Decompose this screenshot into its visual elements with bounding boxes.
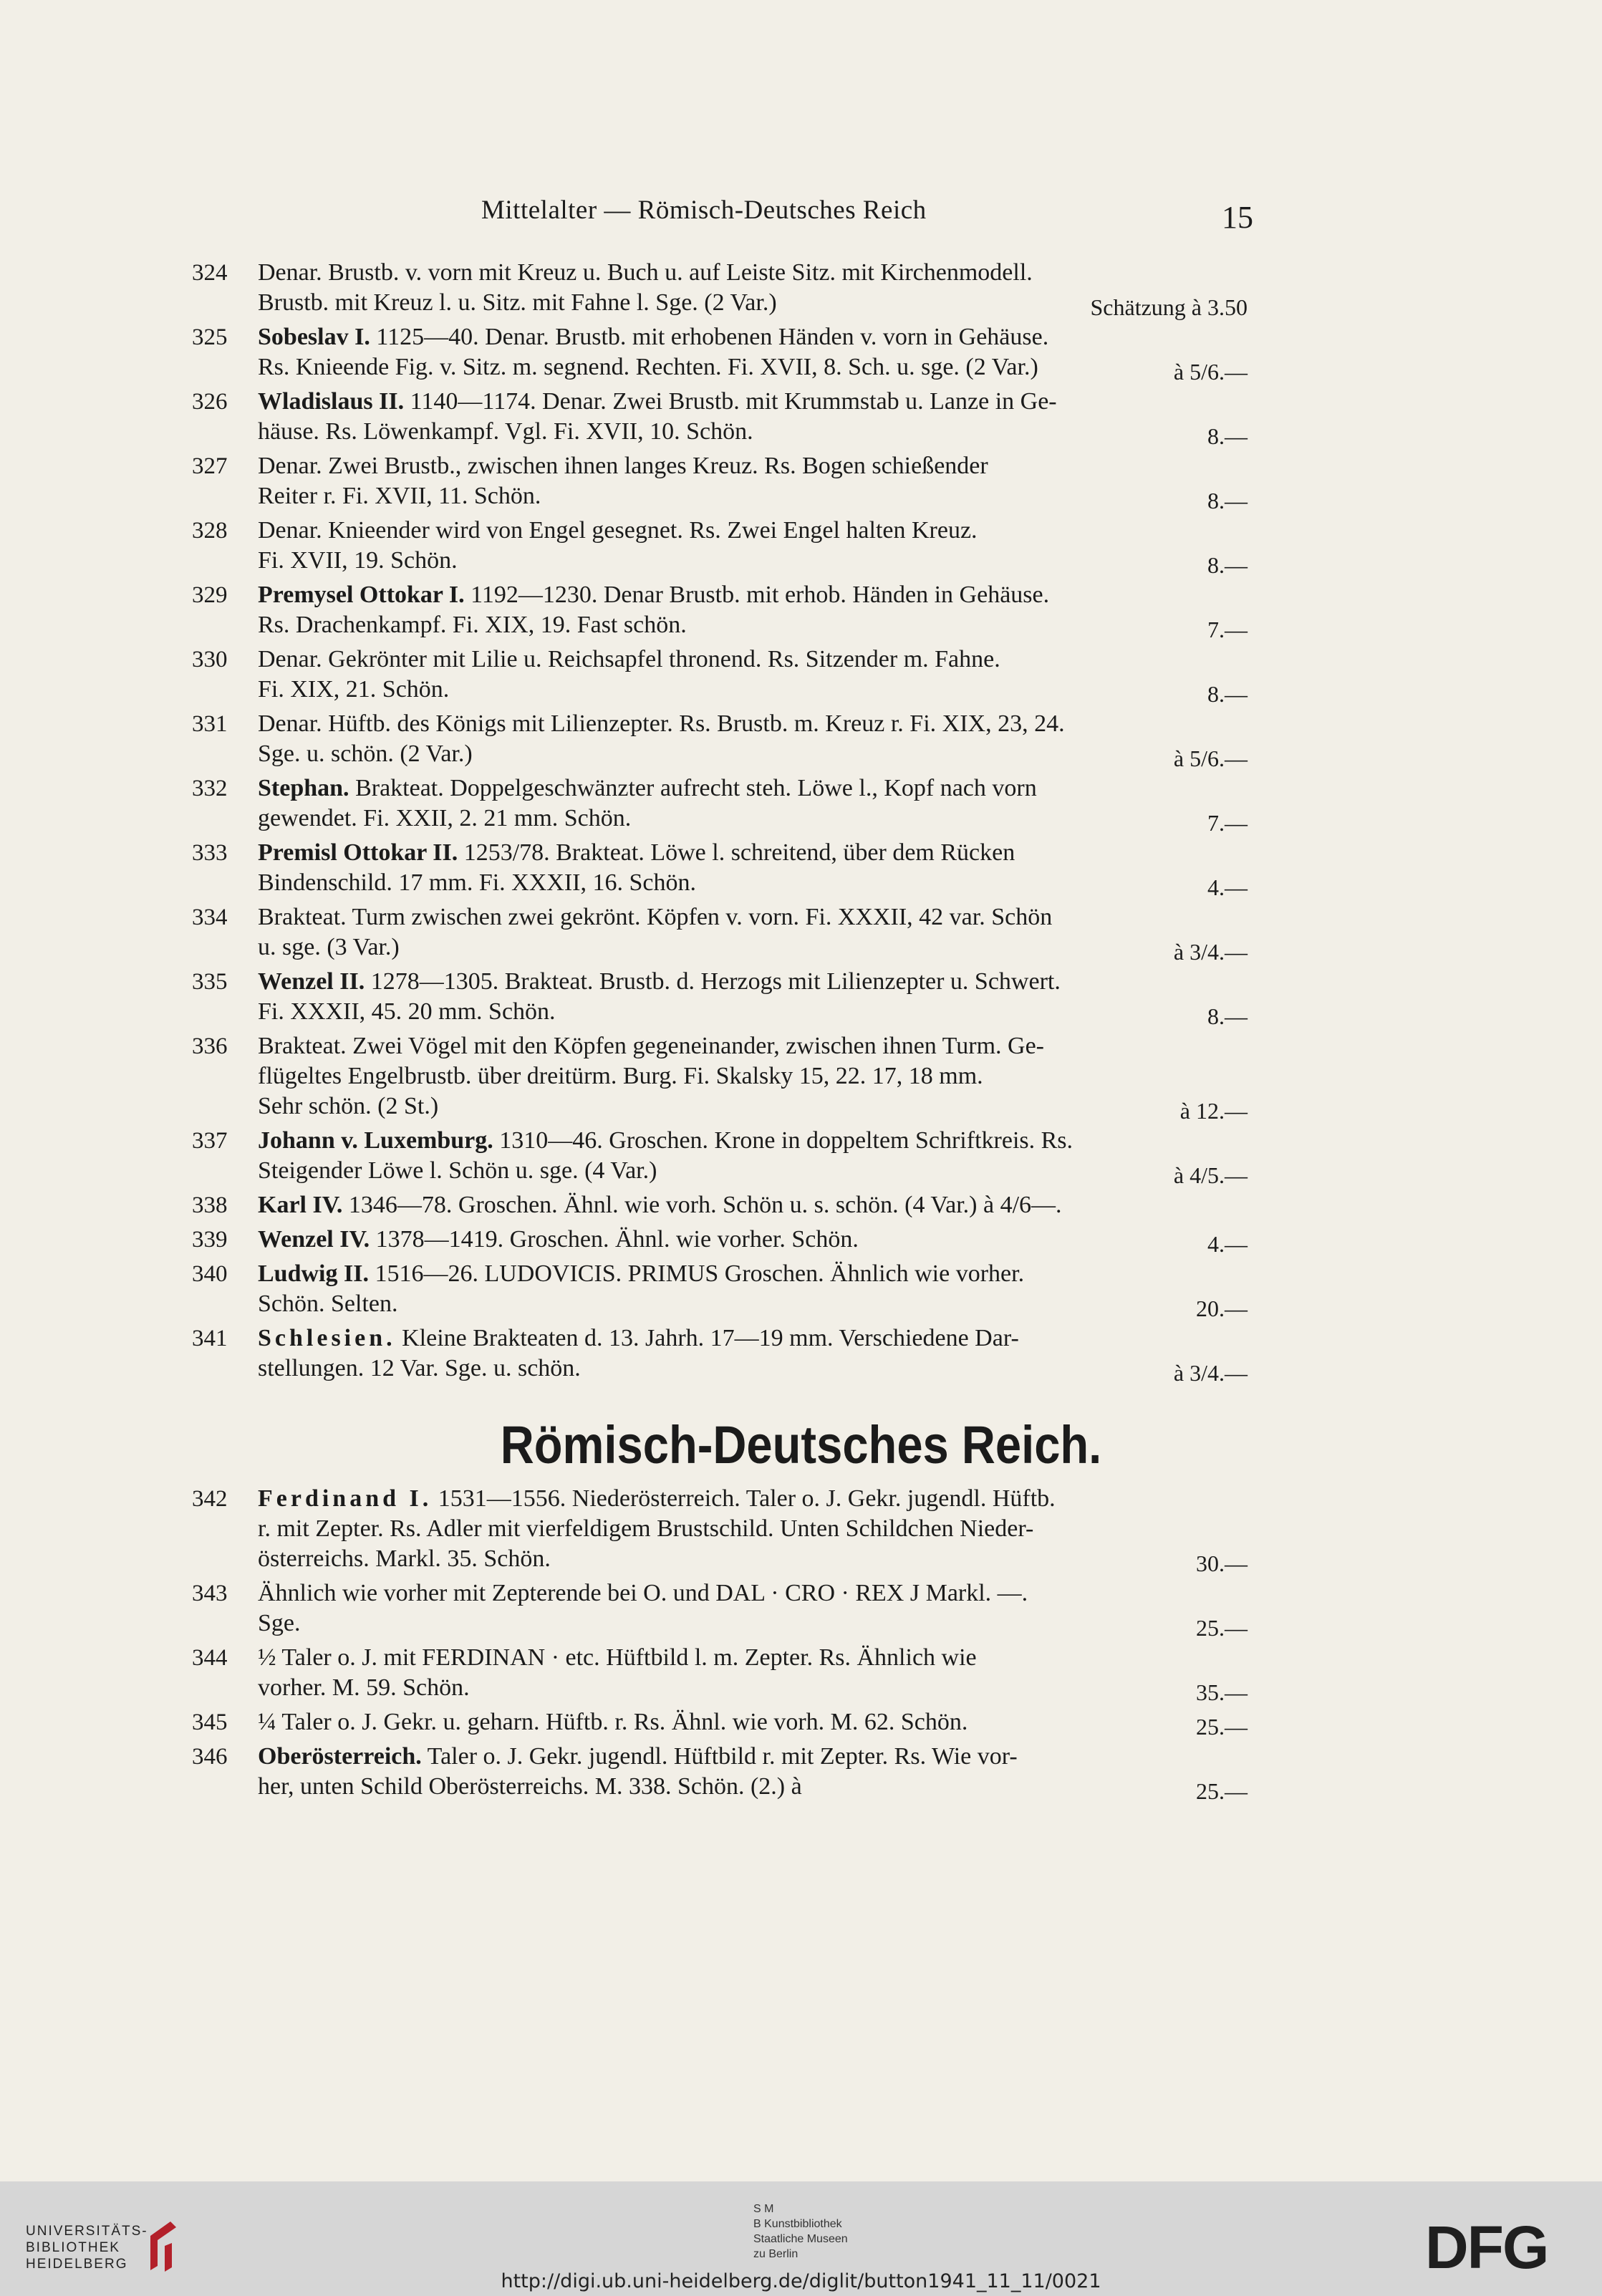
entry-line	[258, 451, 1248, 481]
entry-text: 1378—1419. Groschen. Ähnl. wie vorher. Schön.	[370, 1226, 859, 1253]
entry-number: 338	[192, 1192, 228, 1218]
entry-description	[258, 773, 1248, 834]
entry-price: à 3/4.—	[1173, 939, 1248, 965]
entry-number: 329	[192, 582, 228, 608]
entry-line	[258, 481, 1248, 511]
entry-description	[258, 1484, 1248, 1574]
entry-line	[258, 546, 1248, 576]
entry-text: Sehr schön. (2 St.)	[258, 1093, 439, 1119]
entry-ruler-name: Premysel Ottokar I.	[258, 582, 465, 608]
entry-ruler-name: Stephan.	[258, 775, 349, 801]
entry-ruler-name: Ferdinand I.	[258, 1485, 433, 1512]
entry-price: à 5/6.—	[1173, 746, 1248, 771]
kunstbibliothek-logo[interactable]	[753, 2201, 848, 2262]
entry-text: Taler o. J. Gekr. jugendl. Hüftbild r. mit Zepter. Rs. Wie vor-	[421, 1743, 1018, 1770]
entry-number: 339	[192, 1227, 228, 1253]
entry-line	[258, 1742, 1248, 1772]
entry-line	[258, 258, 1248, 288]
entry-line	[258, 417, 1248, 447]
university-logo-line: UNIVERSITÄTS-	[26, 2224, 148, 2239]
entry-text: Bindenschild. 17 mm. Fi. XXXII, 16. Schön.	[258, 869, 696, 896]
entry-price: 25.—	[1196, 1615, 1248, 1641]
university-emblem-icon	[136, 2217, 193, 2275]
entry-text: Denar. Hüftb. des Königs mit Lilienzepter. Rs. Brustb. m. Kreuz r. Fi. XIX, 23, 24.	[258, 710, 1065, 737]
entry-text: 1516—26. LUDOVICIS. PRIMUS Groschen. Ähnlich wie vorher.	[368, 1260, 1025, 1287]
center-logo-line: Staatliche Museen	[753, 2233, 848, 2245]
entry-text: Brustb. mit Kreuz l. u. Sitz. mit Fahne l. Sge. (2 Var.)	[258, 289, 777, 316]
entry-text: Fi. XVII, 19. Schön.	[258, 547, 458, 574]
entry-text: her, unten Schild Oberösterreichs. M. 338. Schön. (2.) à	[258, 1773, 802, 1800]
entry-line	[258, 1484, 1248, 1514]
entry-line	[258, 1225, 1248, 1255]
university-logo-line: HEIDELBERG	[26, 2257, 128, 2272]
entry-text: österreichs. Markl. 35. Schön.	[258, 1545, 551, 1572]
entry-price: à 12.—	[1179, 1098, 1248, 1124]
entry-ruler-name: Schlesien.	[258, 1325, 396, 1351]
entry-text: 1310—46. Groschen. Krone in doppeltem Schriftkreis. Rs.	[493, 1127, 1073, 1154]
entry-number: 328	[192, 518, 228, 544]
entry-text: Schön. Selten.	[258, 1291, 398, 1317]
entry-description	[258, 967, 1248, 1027]
entry-ruler-name: Karl IV.	[258, 1192, 343, 1218]
entry-text: 1278—1305. Brakteat. Brustb. d. Herzogs mit Lilienzepter u. Schwert.	[365, 968, 1061, 995]
university-logo-line: BIBLIOTHEK	[26, 2240, 120, 2255]
entry-number: 337	[192, 1128, 228, 1154]
entry-line	[258, 1289, 1248, 1319]
entry-description	[258, 516, 1248, 576]
entry-text: flügeltes Engelbrustb. über dreitürm. Burg. Fi. Skalsky 15, 22. 17, 18 mm.	[258, 1063, 983, 1089]
entry-line	[258, 610, 1248, 640]
entry-text: Ähnlich wie vorher mit Zepterende bei O. und DAL · CRO · REX J Markl. —.	[258, 1580, 1028, 1606]
entry-description	[258, 1031, 1248, 1122]
entry-line	[258, 1091, 1248, 1122]
entry-text: Rs. Drachenkampf. Fi. XIX, 19. Fast schön.	[258, 612, 687, 638]
entry-text: r. mit Zepter. Rs. Adler mit vierfeldigem Brustschild. Unten Schildchen Nieder-	[258, 1515, 1034, 1542]
entry-ruler-name: Ludwig II.	[258, 1260, 369, 1287]
entry-description	[258, 1707, 1248, 1737]
entry-price: 4.—	[1207, 1231, 1248, 1257]
center-logo-line: zu Berlin	[753, 2248, 798, 2260]
entry-ruler-name: Sobeslav I.	[258, 324, 370, 350]
entry-number: 333	[192, 840, 228, 866]
entry-text: Denar. Gekrönter mit Lilie u. Reichsapfel thronend. Rs. Sitzender m. Fahne.	[258, 646, 1000, 672]
entry-price: 4.—	[1207, 874, 1248, 900]
entry-text: ½ Taler o. J. mit FERDINAN · etc. Hüftbild l. m. Zepter. Rs. Ähnlich wie	[258, 1644, 977, 1671]
entry-text: Brakteat. Turm zwischen zwei gekrönt. Köpfen v. vorn. Fi. XXXII, 42 var. Schön	[258, 904, 1053, 930]
entry-description	[258, 1578, 1248, 1639]
entry-line	[258, 1061, 1248, 1091]
entry-line	[258, 739, 1248, 769]
entry-number: 330	[192, 647, 228, 672]
entry-price: Schätzung à 3.50	[1090, 294, 1248, 320]
entry-text: Denar. Knieender wird von Engel gesegnet. Rs. Zwei Engel halten Kreuz.	[258, 517, 978, 544]
entry-description	[258, 902, 1248, 963]
entry-ruler-name: Wladislaus II.	[258, 388, 405, 415]
entry-price: 35.—	[1196, 1679, 1248, 1705]
entry-number: 331	[192, 711, 228, 737]
entry-text: Steigender Löwe l. Schön u. sge. (4 Var.)	[258, 1157, 657, 1184]
entry-text: gewendet. Fi. XXII, 2. 21 mm. Schön.	[258, 805, 632, 831]
entry-text: Reiter r. Fi. XVII, 11. Schön.	[258, 483, 541, 509]
entry-description	[258, 709, 1248, 769]
entry-description	[258, 645, 1248, 705]
entry-price: 20.—	[1196, 1296, 1248, 1321]
entry-price: à 5/6.—	[1173, 359, 1248, 385]
entry-description	[258, 1225, 1248, 1255]
viewer-footer	[0, 2181, 1602, 2296]
entry-text: u. sge. (3 Var.)	[258, 934, 400, 960]
entry-price: 8.—	[1207, 1003, 1248, 1029]
entry-line	[258, 997, 1248, 1027]
entry-price: 30.—	[1196, 1550, 1248, 1576]
entry-description	[258, 1126, 1248, 1186]
entry-number: 324	[192, 260, 228, 286]
entry-text: 1125—40. Denar. Brustb. mit erhobenen Händen v. vorn in Gehäuse.	[370, 324, 1049, 350]
entry-text: 1140—1174. Denar. Zwei Brustb. mit Krummstab u. Lanze in Ge-	[404, 388, 1057, 415]
entry-line	[258, 1578, 1248, 1608]
center-logo-line: S M	[753, 2203, 774, 2215]
entry-text: 1346—78. Groschen. Ähnl. wie vorh. Schön u. s. schön. (4 Var.) à 4/6—.	[342, 1192, 1062, 1218]
entry-line	[258, 1707, 1248, 1737]
section-heading: Römisch-Deutsches Reich.	[500, 1415, 1102, 1475]
entry-price: à 3/4.—	[1173, 1360, 1248, 1386]
entry-description	[258, 387, 1248, 447]
entry-description	[258, 580, 1248, 640]
entry-line	[258, 709, 1248, 739]
entry-number: 344	[192, 1645, 228, 1671]
entry-text: Kleine Brakteaten d. 13. Jahrh. 17—19 mm. Verschiedene Dar-	[395, 1325, 1019, 1351]
entry-ruler-name: Premisl Ottokar II.	[258, 839, 458, 866]
entry-line	[258, 773, 1248, 804]
entry-ruler-name: Wenzel IV.	[258, 1226, 370, 1253]
entry-line	[258, 645, 1248, 675]
entry-ruler-name: Oberösterreich.	[258, 1743, 422, 1770]
entry-text: 1531—1556. Niederösterreich. Taler o. J. Gekr. jugendl. Hüftb.	[432, 1485, 1056, 1512]
permalink-url[interactable]: http://digi.ub.uni-heidelberg.de/diglit/button1941_11_11/0021	[501, 2270, 1101, 2292]
entry-line	[258, 1031, 1248, 1061]
entry-number: 341	[192, 1326, 228, 1351]
entry-number: 346	[192, 1744, 228, 1770]
entry-number: 332	[192, 776, 228, 801]
entry-number: 325	[192, 324, 228, 350]
entry-text: vorher. M. 59. Schön.	[258, 1674, 470, 1701]
entry-text: 1192—1230. Denar Brustb. mit erhob. Händen in Gehäuse.	[464, 582, 1050, 608]
entry-price: 7.—	[1207, 617, 1248, 642]
dfg-logo[interactable]: DFG	[1425, 2214, 1548, 2281]
entry-description	[258, 1643, 1248, 1703]
entry-line	[258, 967, 1248, 997]
entry-number: 334	[192, 905, 228, 930]
entry-price: 25.—	[1196, 1714, 1248, 1740]
entry-line	[258, 1190, 1248, 1220]
entry-line	[258, 838, 1248, 868]
entry-text: Sge. u. schön. (2 Var.)	[258, 741, 473, 767]
entry-text: ¼ Taler o. J. Gekr. u. geharn. Hüftb. r. Rs. Ähnl. wie vorh. M. 62. Schön.	[258, 1709, 968, 1735]
entry-line	[258, 1354, 1248, 1384]
entry-description	[258, 1190, 1248, 1220]
running-head: Mittelalter — Römisch-Deutsches Reich	[481, 196, 927, 225]
center-logo-line: B Kunstbibliothek	[753, 2218, 842, 2230]
entry-line	[258, 1608, 1248, 1639]
entry-line	[258, 804, 1248, 834]
entry-description	[258, 322, 1248, 382]
entry-description	[258, 451, 1248, 511]
entry-number: 327	[192, 453, 228, 479]
entry-price: 8.—	[1207, 552, 1248, 578]
entry-price: 25.—	[1196, 1778, 1248, 1804]
entry-line	[258, 1259, 1248, 1289]
entry-description	[258, 1259, 1248, 1319]
entry-line	[258, 1544, 1248, 1574]
entry-description	[258, 838, 1248, 898]
entry-line	[258, 387, 1248, 417]
entry-line	[258, 1323, 1248, 1354]
entry-number: 340	[192, 1261, 228, 1287]
entry-text: Denar. Zwei Brustb., zwischen ihnen langes Kreuz. Rs. Bogen schießender	[258, 453, 988, 479]
entry-price: 8.—	[1207, 681, 1248, 707]
entry-line	[258, 322, 1248, 352]
entry-text: Brakteat. Doppelgeschwänzter aufrecht steh. Löwe l., Kopf nach vorn	[349, 775, 1037, 801]
entry-line	[258, 868, 1248, 898]
entry-line	[258, 352, 1248, 382]
entry-text: Brakteat. Zwei Vögel mit den Köpfen gegeneinander, zwischen ihnen Turm. Ge-	[258, 1033, 1044, 1059]
entry-text: Denar. Brustb. v. vorn mit Kreuz u. Buch u. auf Leiste Sitz. mit Kirchenmodell.	[258, 259, 1033, 286]
university-library-logo[interactable]	[26, 2223, 148, 2272]
entry-line	[258, 1514, 1248, 1544]
entry-line	[258, 1126, 1248, 1156]
entry-price: 8.—	[1207, 423, 1248, 449]
entry-number: 336	[192, 1033, 228, 1059]
entry-description	[258, 1323, 1248, 1384]
entry-line	[258, 675, 1248, 705]
entry-text: Rs. Knieende Fig. v. Sitz. m. segnend. Rechten. Fi. XVII, 8. Sch. u. sge. (2 Var.)	[258, 354, 1038, 380]
entry-text: stellungen. 12 Var. Sge. u. schön.	[258, 1355, 581, 1381]
entry-ruler-name: Wenzel II.	[258, 968, 365, 995]
entry-line	[258, 1772, 1248, 1802]
entry-number: 335	[192, 969, 228, 995]
entry-line	[258, 902, 1248, 932]
entry-text: 1253/78. Brakteat. Löwe l. schreitend, über dem Rücken	[458, 839, 1015, 866]
entry-line	[258, 1156, 1248, 1186]
entry-line	[258, 1673, 1248, 1703]
entry-number: 342	[192, 1486, 228, 1512]
entry-description	[258, 1742, 1248, 1802]
entry-line	[258, 932, 1248, 963]
entry-price: 8.—	[1207, 488, 1248, 513]
entry-text: Sge.	[258, 1610, 301, 1636]
entry-text: Fi. XXXII, 45. 20 mm. Schön.	[258, 998, 556, 1025]
entry-ruler-name: Johann v. Luxemburg.	[258, 1127, 493, 1154]
entry-line	[258, 516, 1248, 546]
entry-line	[258, 580, 1248, 610]
entry-number: 326	[192, 389, 228, 415]
entry-price: à 4/5.—	[1173, 1162, 1248, 1188]
entry-price: 7.—	[1207, 810, 1248, 836]
entry-text: häuse. Rs. Löwenkampf. Vgl. Fi. XVII, 10. Schön.	[258, 418, 753, 445]
entry-text: Fi. XIX, 21. Schön.	[258, 676, 450, 703]
entry-number: 345	[192, 1709, 228, 1735]
entry-line	[258, 1643, 1248, 1673]
page-number: 15	[1222, 200, 1253, 235]
entry-number: 343	[192, 1581, 228, 1606]
